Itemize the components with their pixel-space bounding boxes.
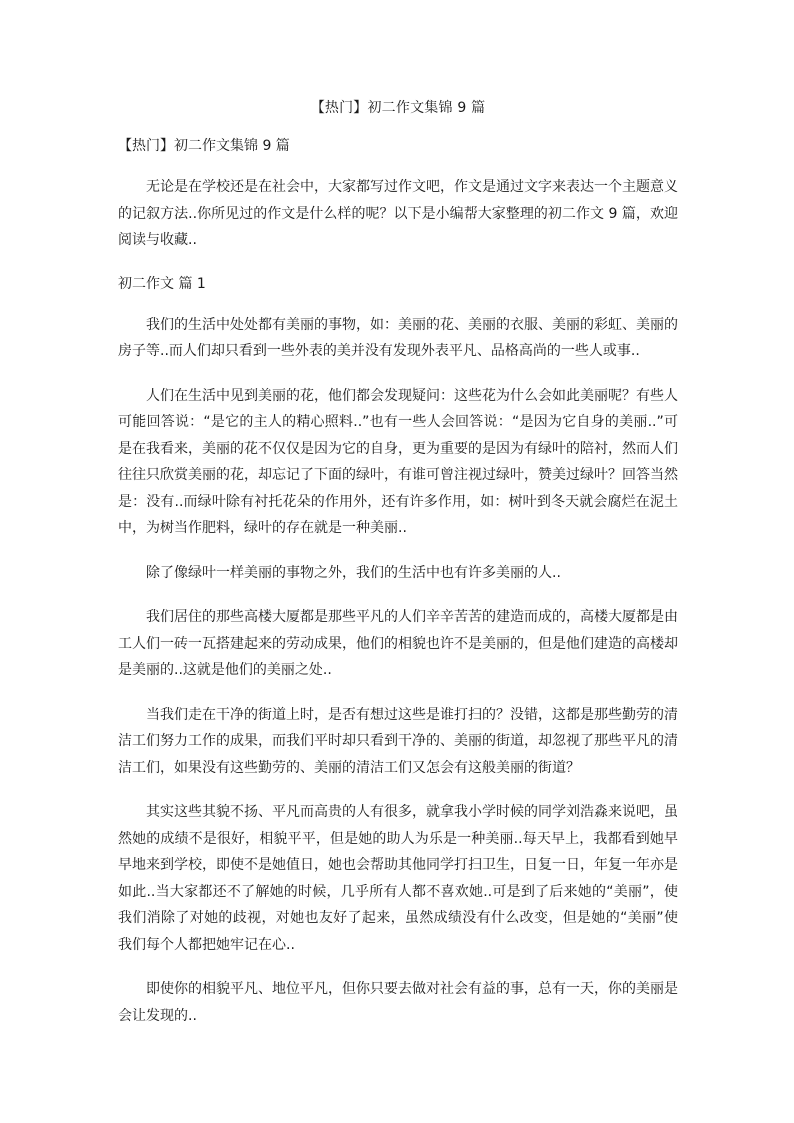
intro-paragraph: 无论是在学校还是在社会中，大家都写过作文吧，作文是通过文字来表达一个主题意义的记叙方法..你所见过的作文是什么样的呢？以下是小编帮大家整理的初二作文 9 篇，欢迎阅读与收藏.. — [118, 179, 678, 248]
body-paragraph: 人们在生活中见到美丽的花，他们都会发现疑问：这些花为什么会如此美丽呢？有些人可能回答说：“是它的主人的精心照料..”也有一些人会回答说：“是因为它自身的美丽..”可是在我看来，美丽的花不仅仅是因为它的自身，更为重要的是因为有绿叶的陪衬，然而人们往往只欣赏美丽的花，却忘记了下面的绿叶，有谁可曾注视过绿叶，赞美过绿叶？回答当然是：没有..而绿叶除有衬托花朵的作用外，还有许多作用，如：树叶到冬天就会腐烂在泥土中，为树当作肥料，绿叶的存在就是一种美丽.. — [118, 387, 678, 536]
body-paragraph: 除了像绿叶一样美丽的事物之外，我们的生活中也有许多美丽的人.. — [146, 564, 561, 581]
document-title: 【热门】初二作文集锦 9 篇 — [310, 100, 486, 116]
body-paragraph: 即使你的相貌平凡、地位平凡，但你只要去做对社会有益的事，总有一天，你的美丽是会让发现的.. — [118, 981, 678, 1024]
body-paragraph: 当我们走在干净的街道上时，是否有想过这些是谁打扫的？没错，这都是那些勤劳的清洁工们努力工作的成果，而我们平时却只看到干净的、美丽的街道，却忽视了那些平凡的清洁工们，如果没有这些勤劳的、美丽的清洁工们又怎会有这般美丽的街道？ — [118, 706, 678, 776]
body-paragraph: 我们的生活中处处都有美丽的事物，如：美丽的花、美丽的衣服、美丽的彩虹、美丽的房子等..而人们却只看到一些外表的美并没有发现外表平凡、品格高尚的一些人或事.. — [118, 316, 678, 359]
document-subtitle: 【热门】初二作文集锦 9 篇 — [118, 138, 290, 154]
document-page — [118, 96, 678, 1047]
body-paragraph: 其实这些其貌不扬、平凡而高贵的人有很多，就拿我小学时候的同学刘浩淼来说吧，虽然她的成绩不是很好，相貌平平，但是她的助人为乐是一种美丽..每天早上，我都看到她早早地来到学校，即使不是她值日，她也会帮助其他同学打扫卫生，日复一日，年复一年亦是如此..当大家都还不了解她的时候，几乎所有人都不喜欢她..可是到了后来她的“美丽”，使我们消除了对她的歧视，对她也友好了起来，虽然成绩没有什么改变，但是她的“美丽”使我们每个人都把她牢记在心.. — [118, 804, 678, 953]
body-paragraph: 我们居住的那些高楼大厦都是那些平凡的人们辛辛苦苦的建造而成的，高楼大厦都是由工人们一砖一瓦搭建起来的劳动成果，他们的相貌也许不是美丽的，但是他们建造的高楼却是美丽的..这就是他们的美丽之处.. — [118, 609, 678, 678]
section-heading: 初二作文 篇 1 — [118, 275, 206, 292]
